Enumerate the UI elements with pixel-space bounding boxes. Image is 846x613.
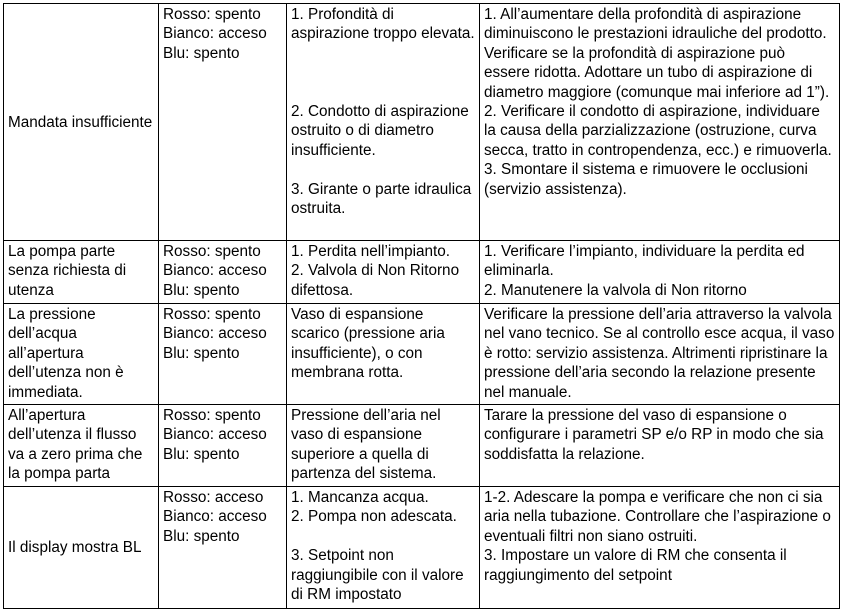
led-white-status: Bianco: acceso [163,325,267,343]
led-white-status: Bianco: acceso [163,426,267,444]
led-status-cell [159,304,287,405]
led-red-status: Rosso: acceso [163,489,264,506]
led-blue-status: Blu: spento [163,44,240,62]
cause-item: 2. Pompa non adescata. [291,508,457,526]
solution-item: 1. Verificare l’impianto, individuare la perdita ed eliminarla. [484,243,805,280]
led-blue-status: Blu: spento [163,527,240,545]
problem-cell: La pressione dell’acqua all’apertura dell’utenza non è immediata. [4,304,159,405]
led-status-cell [159,487,287,609]
led-status-cell [159,405,287,487]
solution-item: 1-2. Adescare la pompa e verificare che non ci sia aria nella tubazione. Controllare che l’aspirazione o eventuali filtri non siano ostruiti. [484,489,831,545]
cause-cell [287,4,480,241]
solution-cell [480,304,840,405]
table-row [4,405,840,487]
led-red-status: Rosso: spento [163,243,261,260]
troubleshooting-table [3,3,840,609]
solution-cell [480,487,840,609]
led-blue-status: Blu: spento [163,344,240,362]
cause-item: Vaso di espansione scarico (pressione aria insufficiente), o con membrana rotta. [291,306,445,382]
table-row [4,487,840,609]
problem-cell: La pompa parte senza richiesta di utenza [4,241,159,304]
led-white-status: Bianco: acceso [163,262,267,280]
led-white-status: Bianco: acceso [163,508,267,526]
solution-cell [480,4,840,241]
cause-item: 2. Condotto di aspirazione ostruito o di diametro insufficiente. [291,102,469,159]
cause-item: 3. Girante o parte idraulica ostruita. [291,180,472,217]
problem-cell: Il display mostra BL [4,487,159,609]
cause-item: 2. Valvola di Non Ritorno difettosa. [291,262,460,299]
table-row [4,241,840,304]
table-row [4,304,840,405]
led-blue-status: Blu: spento [163,445,240,463]
solution-item: Verificare la pressione dell’aria attraverso la valvola nel vano tecnico. Se al controllo esce acqua, il vaso è rotto: servizio assistenza. Altrimenti ripristinare la pressione dell’aria secondo la relazione presente nel manuale. [484,306,835,401]
solution-item: 3. Impostare un valore di RM che consenta il raggiungimento del setpoint [484,547,787,584]
solution-cell [480,405,840,487]
led-red-status: Rosso: spento [163,407,261,424]
solution-item: 1. All’aumentare della profondità di aspirazione diminuiscono le prestazioni idrauliche del prodotto. Verificare se la profondità di aspirazione può essere ridotta. Adottare un tubo di aspirazione di diametro maggiore (comunque mai inferiore ad 1”). [484,6,830,101]
solution-item: 2. Manutenere la valvola di Non ritorno [484,281,747,299]
cause-cell [287,241,480,304]
cause-item: 1. Perdita nell’impianto. [291,243,451,260]
cause-item: 3. Setpoint non raggiungibile con il valore di RM impostato [291,547,464,604]
solution-item: 2. Verificare il condotto di aspirazione, individuare la causa della parzializzazione (ostruzione, curva secca, tratto in contropendenza, ecc.) e rimuoverla. [484,103,832,159]
cause-cell [287,405,480,487]
led-white-status: Bianco: acceso [163,25,267,43]
table-row [4,4,840,241]
led-status-cell [159,4,287,241]
cause-cell [287,304,480,405]
solution-item: 3. Smontare il sistema e rimuovere le occlusioni (servizio assistenza). [484,161,808,198]
cause-item: Pressione dell’aria nel vaso di espansione superiore a quella di partenza del sistema. [291,407,441,483]
cause-cell [287,487,480,609]
cause-item: 1. Mancanza acqua. [291,489,429,506]
led-status-cell [159,241,287,304]
led-red-status: Rosso: spento [163,306,261,323]
problem-cell: All’apertura dell’utenza il flusso va a zero prima che la pompa parta [4,405,159,487]
solution-item: Tarare la pressione del vaso di espansione o configurare i parametri SP e/o RP in modo che sia soddisfatta la relazione. [484,407,824,463]
cause-item: 1. Profondità di aspirazione troppo elevata. [291,6,475,43]
led-blue-status: Blu: spento [163,281,240,299]
led-red-status: Rosso: spento [163,6,261,23]
solution-cell [480,241,840,304]
problem-cell: Mandata insufficiente [4,4,159,241]
